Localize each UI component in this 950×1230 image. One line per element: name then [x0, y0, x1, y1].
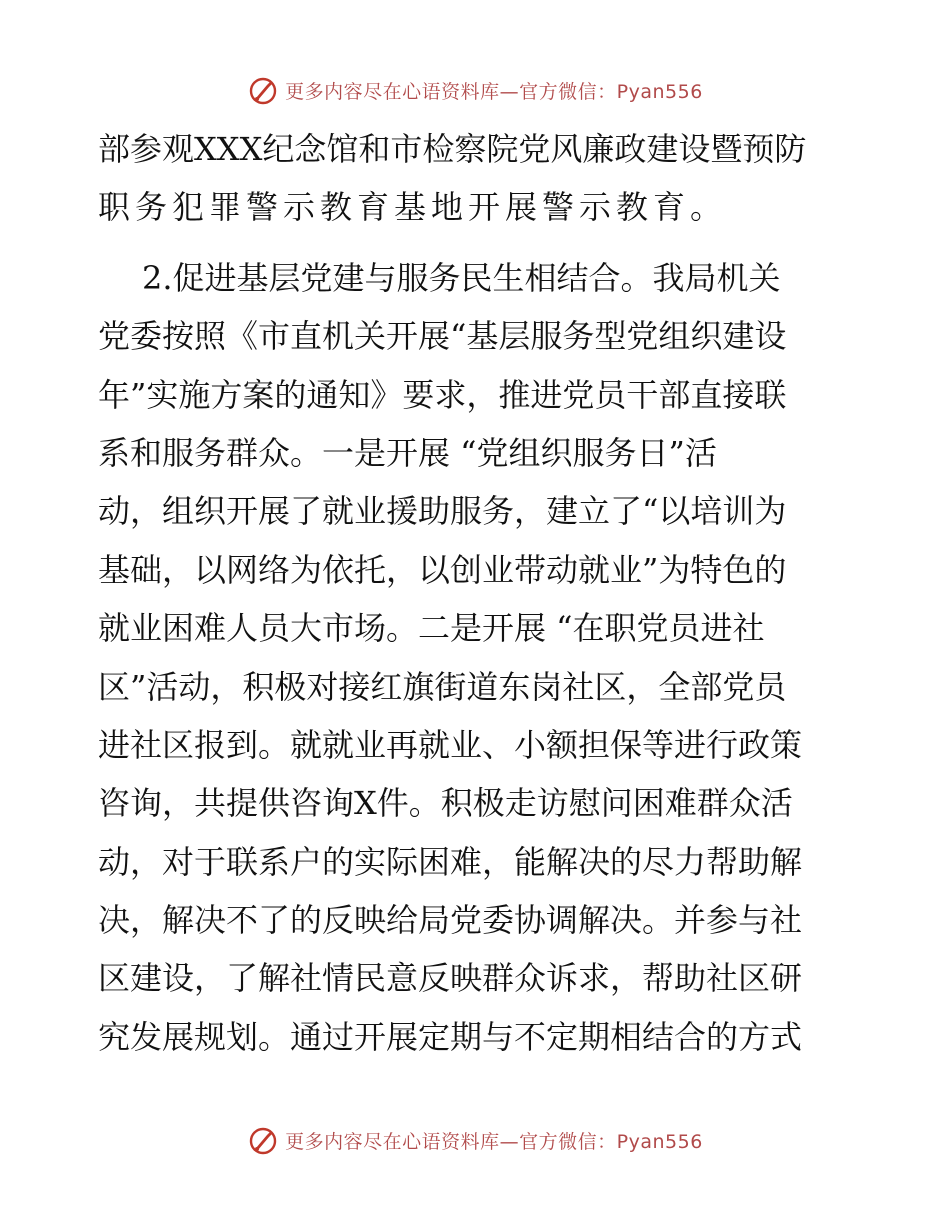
paragraph-line	[98, 178, 850, 236]
paragraph-line	[98, 120, 850, 178]
line-text: 2.促进基层党建与服务民生相结合。我局机关	[142, 258, 781, 297]
line-text: 基础，以网络为依托，以创业带动就业”为特色的	[98, 550, 787, 589]
paragraph-line	[98, 658, 850, 716]
line-text: 动，组织开展了就业援助服务，建立了“以培训为	[98, 492, 787, 531]
paragraph-line	[98, 482, 850, 540]
brush-pen-logo-icon	[247, 74, 279, 106]
paragraph-line	[98, 891, 850, 949]
footer-banner-text: 更多内容尽在心语资料库—官方微信：Pyan556	[285, 1130, 703, 1153]
paragraph-line	[98, 307, 850, 365]
line-text: 咨询，共提供咨询X件。积极走访慰问困难群众活	[98, 784, 793, 823]
paragraph-line	[98, 541, 850, 599]
paragraph-2	[98, 249, 850, 1066]
line-text: 决，解决不了的反映给局党委协调解决。并参与社	[98, 901, 803, 940]
line-text: 党委按照《市直机关开展“基层服务型党组织建设	[98, 317, 787, 356]
paragraph-line	[98, 716, 850, 774]
line-text: 动，对于联系户的实际困难，能解决的尽力帮助解	[98, 842, 803, 881]
line-text: 系和服务群众。一是开展 “党组织服务日”活	[98, 433, 717, 472]
paragraph-line	[98, 833, 850, 891]
paragraph-line	[98, 949, 850, 1007]
footer-banner	[0, 1120, 950, 1160]
brush-pen-logo-icon	[247, 1124, 279, 1156]
document-body	[98, 120, 850, 1066]
line-text: 年”实施方案的通知》要求，推进党员干部直接联	[98, 375, 787, 414]
line-text: 就业困难人员大市场。二是开展 “在职党员进社	[98, 609, 765, 648]
line-text: 究发展规划。通过开展定期与不定期相结合的方式	[98, 1017, 803, 1056]
line-text: 区建设，了解社情民意反映群众诉求，帮助社区研	[98, 959, 803, 998]
paragraph-line	[98, 424, 850, 482]
paragraph-line	[98, 249, 850, 307]
header-banner	[0, 70, 950, 110]
line-text: 职务犯罪警示教育基地开展警示教育。	[98, 188, 728, 227]
header-banner-group	[247, 74, 703, 106]
line-text: 区”活动，积极对接红旗街道东岗社区，全部党员	[98, 667, 787, 706]
paragraph-line	[98, 599, 850, 657]
paragraph-line	[98, 366, 850, 424]
line-text: 部参观XXX纪念馆和市检察院党风廉政建设暨预防	[98, 130, 807, 168]
header-banner-text: 更多内容尽在心语资料库—官方微信：Pyan556	[285, 80, 703, 103]
line-text: 进社区报到。就就业再就业、小额担保等进行政策	[98, 725, 803, 764]
paragraph-line	[98, 774, 850, 832]
footer-banner-group	[247, 1124, 703, 1156]
paragraph-1	[98, 120, 850, 237]
paragraph-line	[98, 1008, 850, 1066]
